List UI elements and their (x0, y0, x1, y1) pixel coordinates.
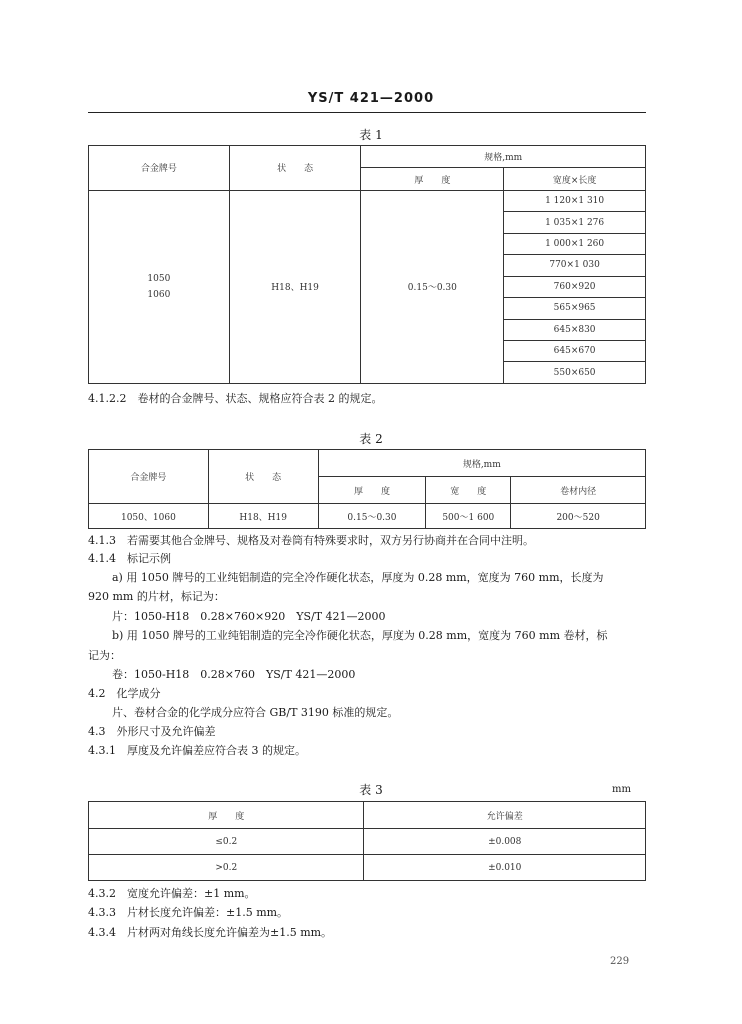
table3-header-thickness: 厚 度 (89, 802, 364, 829)
table2-caption: 表 2 (359, 432, 383, 446)
table3-caption: 表 3 (359, 783, 383, 797)
para-4-2: 4.2 化学成分 (88, 687, 161, 700)
para-4-1-2-2: 4.1.2.2 卷材的合金牌号、状态、规格应符合表 2 的规定。 (88, 392, 383, 405)
table2-header-spec: 规格,mm (318, 450, 645, 477)
table2 (88, 449, 646, 529)
para-4-3-2: 4.3.2 宽度允许偏差：±1 mm。 (88, 887, 256, 900)
para-example-a-line2: 920 mm 的片材，标记为： (88, 590, 225, 603)
table1-size-cell: 1 035×1 276 (504, 212, 646, 233)
table2-cell-state: H18、H19 (208, 504, 318, 529)
table1-size-cell: 550×650 (504, 362, 646, 384)
table1-header-state: 状 态 (229, 146, 361, 191)
table1-cell-thickness: 0.15～0.30 (361, 190, 504, 383)
table2-header-width: 宽 度 (426, 477, 511, 504)
para-example-b-mark: 卷：1050-H18 0.28×760 YS/T 421—2000 (112, 668, 356, 681)
table1-size-cell: 645×830 (504, 319, 646, 340)
table2-cell-inner-diameter: 200～520 (511, 504, 646, 529)
para-4-3-1: 4.3.1 厚度及允许偏差应符合表 3 的规定。 (88, 744, 306, 757)
table2-header-state: 状 态 (208, 450, 318, 504)
para-4-3-4: 4.3.4 片材两对角线长度允许偏差为±1.5 mm。 (88, 926, 333, 939)
para-example-b-line1: b) 用 1050 牌号的工业纯铝制造的完全冷作硬化状态，厚度为 0.28 mm，宽度为 760 mm 卷材，标 (112, 629, 608, 642)
para-4-3: 4.3 外形尺寸及允许偏差 (88, 725, 216, 738)
table2-cell-alloy: 1050、1060 (89, 504, 209, 529)
table1-size-cell: 645×670 (504, 341, 646, 362)
table2-header-inner-diameter: 卷材内径 (511, 477, 646, 504)
table1-header-width-length: 宽度×长度 (504, 168, 646, 190)
table1-cell-alloy (89, 190, 230, 383)
table1-alloy-1050: 1050 (147, 273, 171, 284)
table3-row-tolerance: ±0.010 (364, 855, 646, 881)
table1-cell-state: H18、H19 (229, 190, 361, 383)
table1-size-cell: 1 000×1 260 (504, 233, 646, 254)
table3 (88, 801, 646, 881)
table1-size-cell: 770×1 030 (504, 255, 646, 276)
table2-header-thickness: 厚 度 (318, 477, 426, 504)
table1-caption: 表 1 (359, 128, 383, 142)
table1-header-spec: 规格,mm (361, 146, 646, 168)
table3-row-tolerance: ±0.008 (364, 829, 646, 855)
table3-unit: mm (612, 784, 631, 795)
standard-header-title: YS/T 421—2000 (307, 91, 435, 106)
para-4-2-body: 片、卷材合金的化学成分应符合 GB/T 3190 标准的规定。 (112, 706, 399, 719)
table1-size-cell: 1 120×1 310 (504, 190, 646, 211)
table1-size-cell: 760×920 (504, 276, 646, 297)
para-example-b-line2: 记为： (88, 649, 121, 662)
header-rule (88, 112, 646, 113)
table1-header-thickness: 厚 度 (361, 168, 504, 190)
para-4-3-3: 4.3.3 片材长度允许偏差：±1.5 mm。 (88, 906, 289, 919)
page-number: 229 (610, 956, 630, 967)
table2-header-alloy: 合金牌号 (89, 450, 209, 504)
table3-header-tolerance: 允许偏差 (364, 802, 646, 829)
table2-cell-width: 500～1 600 (426, 504, 511, 529)
table3-row-thickness: >0.2 (89, 855, 364, 881)
table1 (88, 145, 646, 384)
table1-header-alloy: 合金牌号 (89, 146, 230, 191)
para-4-1-3: 4.1.3 若需要其他合金牌号、规格及对卷筒有特殊要求时，双方另行协商并在合同中注明。 (88, 534, 534, 547)
table1-size-cell: 565×965 (504, 298, 646, 319)
table1-alloy-1060: 1060 (147, 289, 171, 300)
para-example-a-line1: a) 用 1050 牌号的工业纯铝制造的完全冷作硬化状态，厚度为 0.28 mm，宽度为 760 mm，长度为 (112, 571, 604, 584)
table2-cell-thickness: 0.15～0.30 (318, 504, 426, 529)
para-example-a-mark: 片：1050-H18 0.28×760×920 YS/T 421—2000 (112, 610, 386, 623)
para-4-1-4: 4.1.4 标记示例 (88, 552, 171, 565)
table3-row-thickness: ≤0.2 (89, 829, 364, 855)
